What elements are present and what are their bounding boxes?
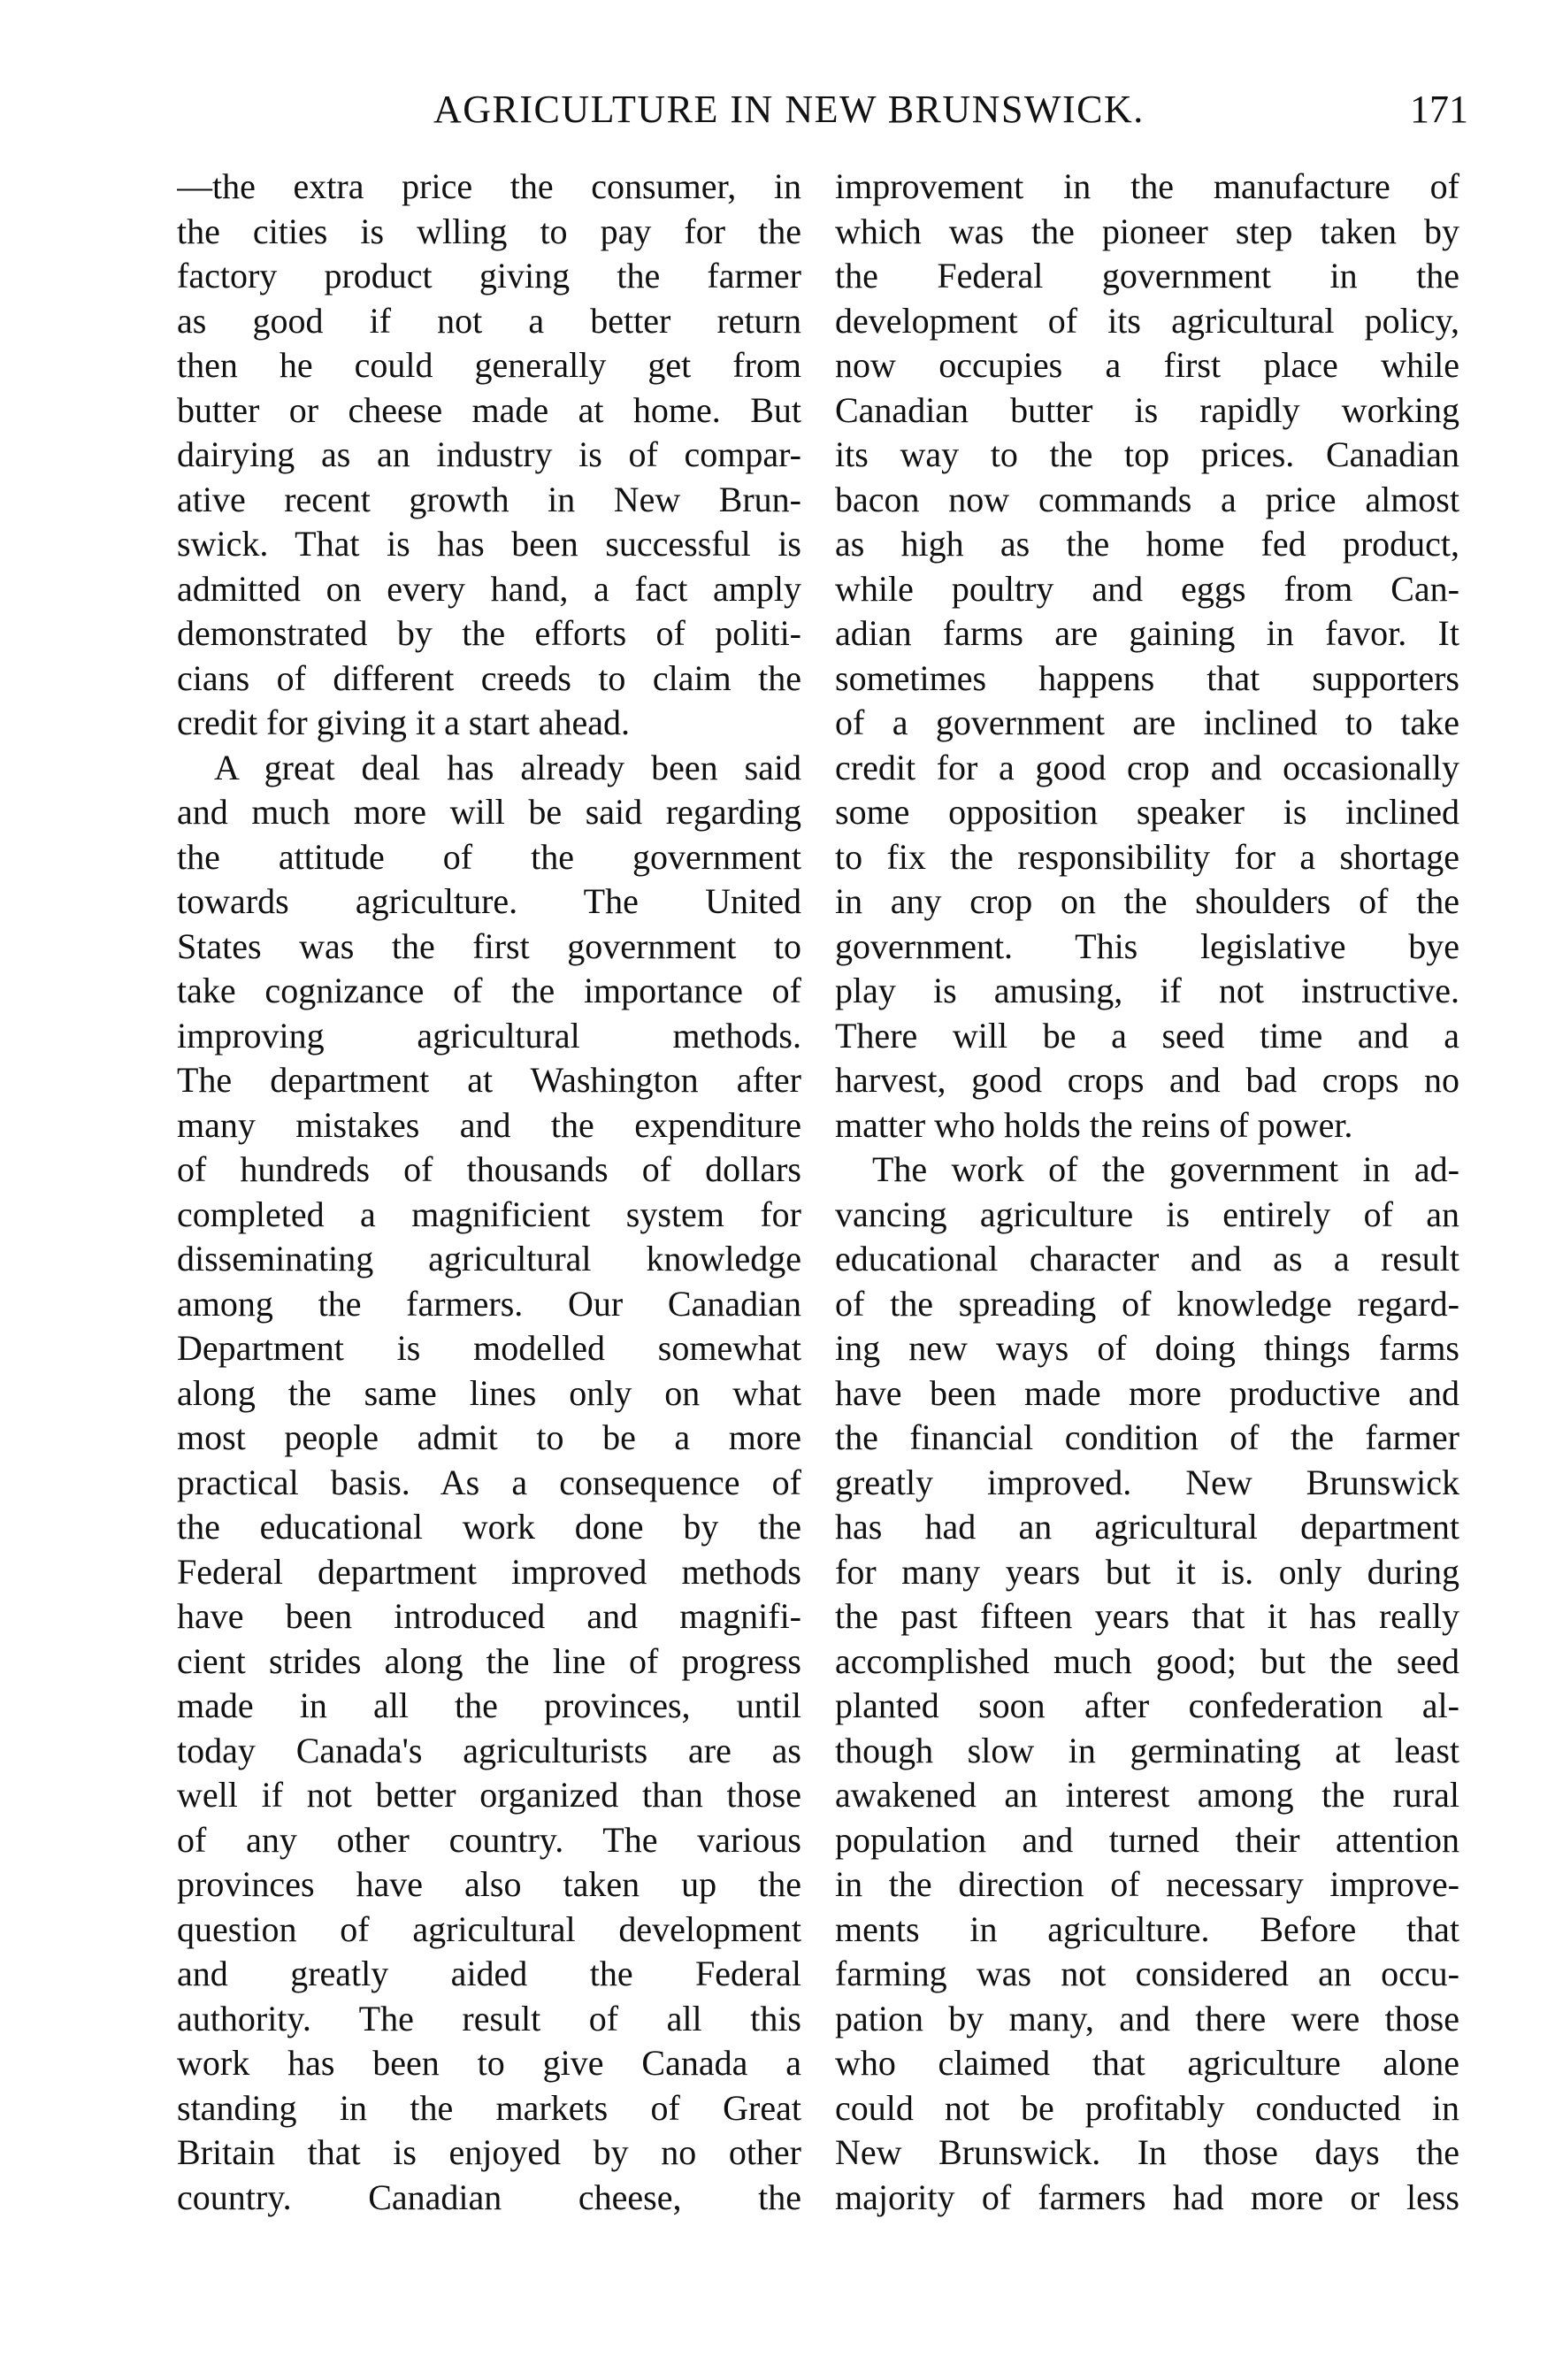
text-line: and greatly aided the Federal (177, 1954, 801, 1993)
text-line: swick. That is has been successful is (177, 524, 801, 564)
text-line: and much more will be said regarding (177, 792, 801, 832)
text-line: Department is modelled somewhat (177, 1328, 801, 1368)
text-line: ments in agriculture. Before that (835, 1908, 1459, 1949)
text-line: have been made more productive and (835, 1372, 1459, 1413)
text-line: take cognizance of the importance of (177, 971, 801, 1010)
text-line: farming was not considered an occu- (835, 1954, 1459, 1993)
text-line: accomplished much good; but the seed (835, 1640, 1459, 1681)
text-line: among the farmers. Our Canadian (177, 1283, 801, 1324)
text-line: of any other country. The various (177, 1819, 801, 1860)
text-line: work has been to give Canada a (177, 2043, 801, 2083)
text-line: butter or cheese made at home. But (177, 389, 801, 430)
text-line: many mistakes and the expenditure (177, 1104, 801, 1145)
text-line: Federal department improved methods (177, 1551, 801, 1592)
text-line: has had an agricultural department (835, 1507, 1459, 1547)
text-line: matter who holds the reins of power. (835, 1104, 1353, 1145)
text-line: its way to the top prices. Canadian (835, 434, 1459, 474)
text-line: along the same lines only on what (177, 1372, 801, 1413)
text-line: adian farms are gaining in favor. It (835, 613, 1459, 653)
text-line: cient strides along the line of progress (177, 1640, 801, 1681)
text-column-left (177, 165, 801, 2220)
text-line: to fix the responsibility for a shortage (835, 836, 1459, 877)
text-line: now occupies a first place while (835, 345, 1459, 385)
text-line: States was the first government to (177, 925, 801, 966)
text-line: in any crop on the shoulders of the (835, 881, 1459, 921)
text-line: the financial condition of the farmer (835, 1417, 1459, 1457)
text-line: —the extra price the consumer, in (177, 166, 801, 206)
text-line: development of its agricultural policy, (835, 300, 1459, 341)
text-line: in the direction of necessary improve- (835, 1864, 1459, 1904)
text-line: factory product giving the farmer (177, 256, 801, 296)
text-line: improving agricultural methods. (177, 1015, 801, 1056)
text-line: as high as the home fed product, (835, 524, 1459, 564)
text-line: dairying as an industry is of compar- (177, 434, 801, 474)
text-line: while poultry and eggs from Can- (835, 568, 1459, 609)
text-line: completed a magnificient system for (177, 1194, 801, 1234)
page-number: 171 (1410, 88, 1468, 131)
text-line: ative recent growth in New Brun- (177, 479, 801, 519)
text-line: as good if not a better return (177, 300, 801, 341)
text-line: the past fifteen years that it has really (835, 1596, 1459, 1636)
text-line: New Brunswick. In those days the (835, 2132, 1459, 2172)
text-line: for many years but it is. only during (835, 1551, 1459, 1592)
text-line: of the spreading of knowledge regard- (835, 1283, 1459, 1324)
running-head (177, 87, 1468, 140)
text-line: which was the pioneer step taken by (835, 211, 1459, 251)
text-line: demonstrated by the efforts of politi- (177, 613, 801, 653)
text-line: pation by many, and there were those (835, 1998, 1459, 2038)
text-line: some opposition speaker is inclined (835, 792, 1459, 832)
text-line: most people admit to be a more (177, 1417, 801, 1457)
text-line: Canadian butter is rapidly working (835, 389, 1459, 430)
text-line: educational character and as a result (835, 1239, 1459, 1278)
text-line: government. This legislative bye (835, 925, 1459, 966)
text-line: credit for a good crop and occasionally (835, 747, 1459, 787)
text-line: country. Canadian cheese, the (177, 2177, 801, 2217)
text-line: admitted on every hand, a fact amply (177, 568, 801, 609)
text-line: though slow in germinating at least (835, 1730, 1459, 1770)
text-line: A great deal has already been said (214, 747, 801, 787)
text-line: made in all the provinces, until (177, 1685, 801, 1725)
text-line: practical basis. As a consequence of (177, 1462, 801, 1502)
text-line: vancing agriculture is entirely of an (835, 1194, 1459, 1234)
text-line: the educational work done by the (177, 1507, 801, 1547)
text-line: provinces have also taken up the (177, 1864, 801, 1904)
text-line: of hundreds of thousands of dollars (177, 1149, 801, 1189)
text-line: play is amusing, if not instructive. (835, 971, 1459, 1010)
text-line: today Canada's agriculturists are as (177, 1730, 801, 1770)
text-line: cians of different creeds to claim the (177, 657, 801, 698)
text-line: sometimes happens that supporters (835, 657, 1459, 698)
text-line: well if not better organized than those (177, 1775, 801, 1815)
text-line: authority. The result of all this (177, 1998, 801, 2038)
text-line: The department at Washington after (177, 1060, 801, 1100)
text-line: improvement in the manufacture of (835, 166, 1459, 206)
text-line: greatly improved. New Brunswick (835, 1462, 1459, 1502)
text-line: credit for giving it a start ahead. (177, 702, 631, 742)
running-title: AGRICULTURE IN NEW BRUNSWICK. (433, 88, 1145, 131)
text-line: population and turned their attention (835, 1819, 1459, 1860)
text-line: of a government are inclined to take (835, 702, 1459, 742)
text-line: the cities is wlling to pay for the (177, 211, 801, 251)
text-line: ing new ways of doing things farms (835, 1328, 1459, 1368)
text-line: who claimed that agriculture alone (835, 2043, 1459, 2083)
text-line: bacon now commands a price almost (835, 479, 1459, 519)
text-line: then he could generally get from (177, 345, 801, 385)
text-line: The work of the government in ad- (872, 1149, 1459, 1189)
text-line: majority of farmers had more or less (835, 2177, 1459, 2217)
text-line: the Federal government in the (835, 256, 1459, 296)
text-line: could not be profitably conducted in (835, 2087, 1459, 2128)
text-line: disseminating agricultural knowledge (177, 1239, 801, 1278)
text-line: question of agricultural development (177, 1908, 801, 1949)
text-line: planted soon after confederation al- (835, 1685, 1459, 1725)
text-line: awakened an interest among the rural (835, 1775, 1459, 1815)
text-line: towards agriculture. The United (177, 881, 801, 921)
text-line: have been introduced and magnifi- (177, 1596, 801, 1636)
text-line: the attitude of the government (177, 836, 801, 877)
text-line: harvest, good crops and bad crops no (835, 1060, 1459, 1100)
text-line: There will be a seed time and a (835, 1015, 1459, 1056)
text-line: standing in the markets of Great (177, 2087, 801, 2128)
text-line: Britain that is enjoyed by no other (177, 2132, 801, 2172)
text-column-right (835, 165, 1459, 2220)
